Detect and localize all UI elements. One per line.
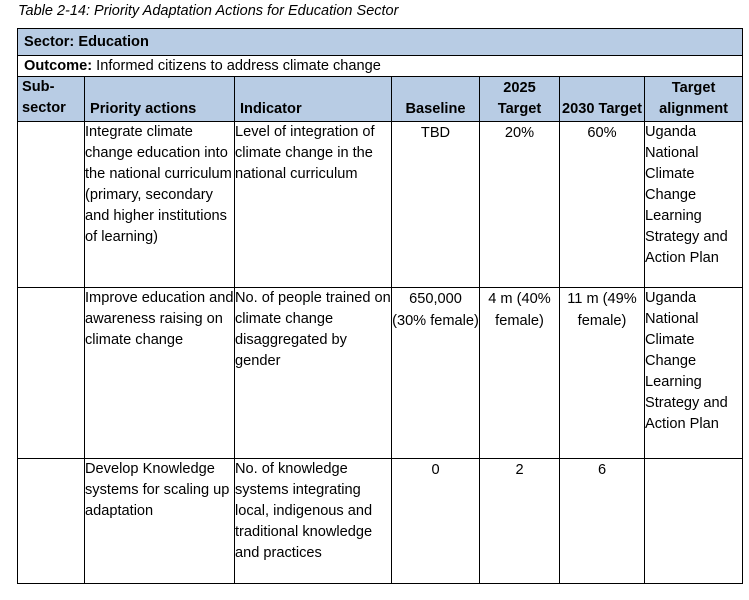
table-row [18,288,743,459]
header-priority-actions: Priority actions [85,77,235,122]
outcome-row [18,56,743,77]
header-target-2025: 2025 Target [480,77,560,122]
subsector-cell [18,459,85,584]
header-target-2030: 2030 Target [560,77,645,122]
target-2025-cell: 2 [480,459,560,584]
outcome-value: Informed citizens to address climate change [96,58,381,74]
header-target-alignment: Target alignment [645,77,743,122]
baseline-cell: TBD [392,122,480,288]
target-2025-cell: 4 m (40% female) [480,288,560,459]
target-2025-cell: 20% [480,122,560,288]
indicator-cell: Level of integration of climate change in the national curriculum [235,122,392,288]
header-indicator: Indicator [235,77,392,122]
outcome-cell [18,56,743,77]
header-row [18,77,743,122]
priority-action-cell: Develop Knowledge systems for scaling up adaptation [85,459,235,584]
target-2030-cell: 6 [560,459,645,584]
sector-cell [18,29,743,56]
sector-value: Education [78,34,149,50]
baseline-cell: 0 [392,459,480,584]
sector-label: Sector: [24,34,75,50]
header-subsector: Sub-sector [18,77,85,122]
table-caption: Table 2-14: Priority Adaptation Actions for Education Sector [18,3,399,19]
priority-action-cell: Integrate climate change education into the national curriculum (primary, secondary and higher institutions of learning) [85,122,235,288]
table-row [18,459,743,584]
target-alignment-cell [645,459,743,584]
table-row [18,122,743,288]
subsector-cell [18,122,85,288]
target-2030-cell: 11 m (49% female) [560,288,645,459]
subsector-cell [18,288,85,459]
indicator-cell: No. of knowledge systems integrating local, indigenous and traditional knowledge and practices [235,459,392,584]
target-alignment-cell: Uganda National Climate Change Learning Strategy and Action Plan [645,122,743,288]
sector-row [18,29,743,56]
education-priority-actions-table [17,28,743,584]
header-baseline: Baseline [392,77,480,122]
outcome-label: Outcome: [24,58,93,74]
baseline-cell: 650,000 (30% female) [392,288,480,459]
priority-action-cell: Improve education and awareness raising on climate change [85,288,235,459]
indicator-cell: No. of people trained on climate change disaggregated by gender [235,288,392,459]
target-alignment-cell: Uganda National Climate Change Learning Strategy and Action Plan [645,288,743,459]
target-2030-cell: 60% [560,122,645,288]
